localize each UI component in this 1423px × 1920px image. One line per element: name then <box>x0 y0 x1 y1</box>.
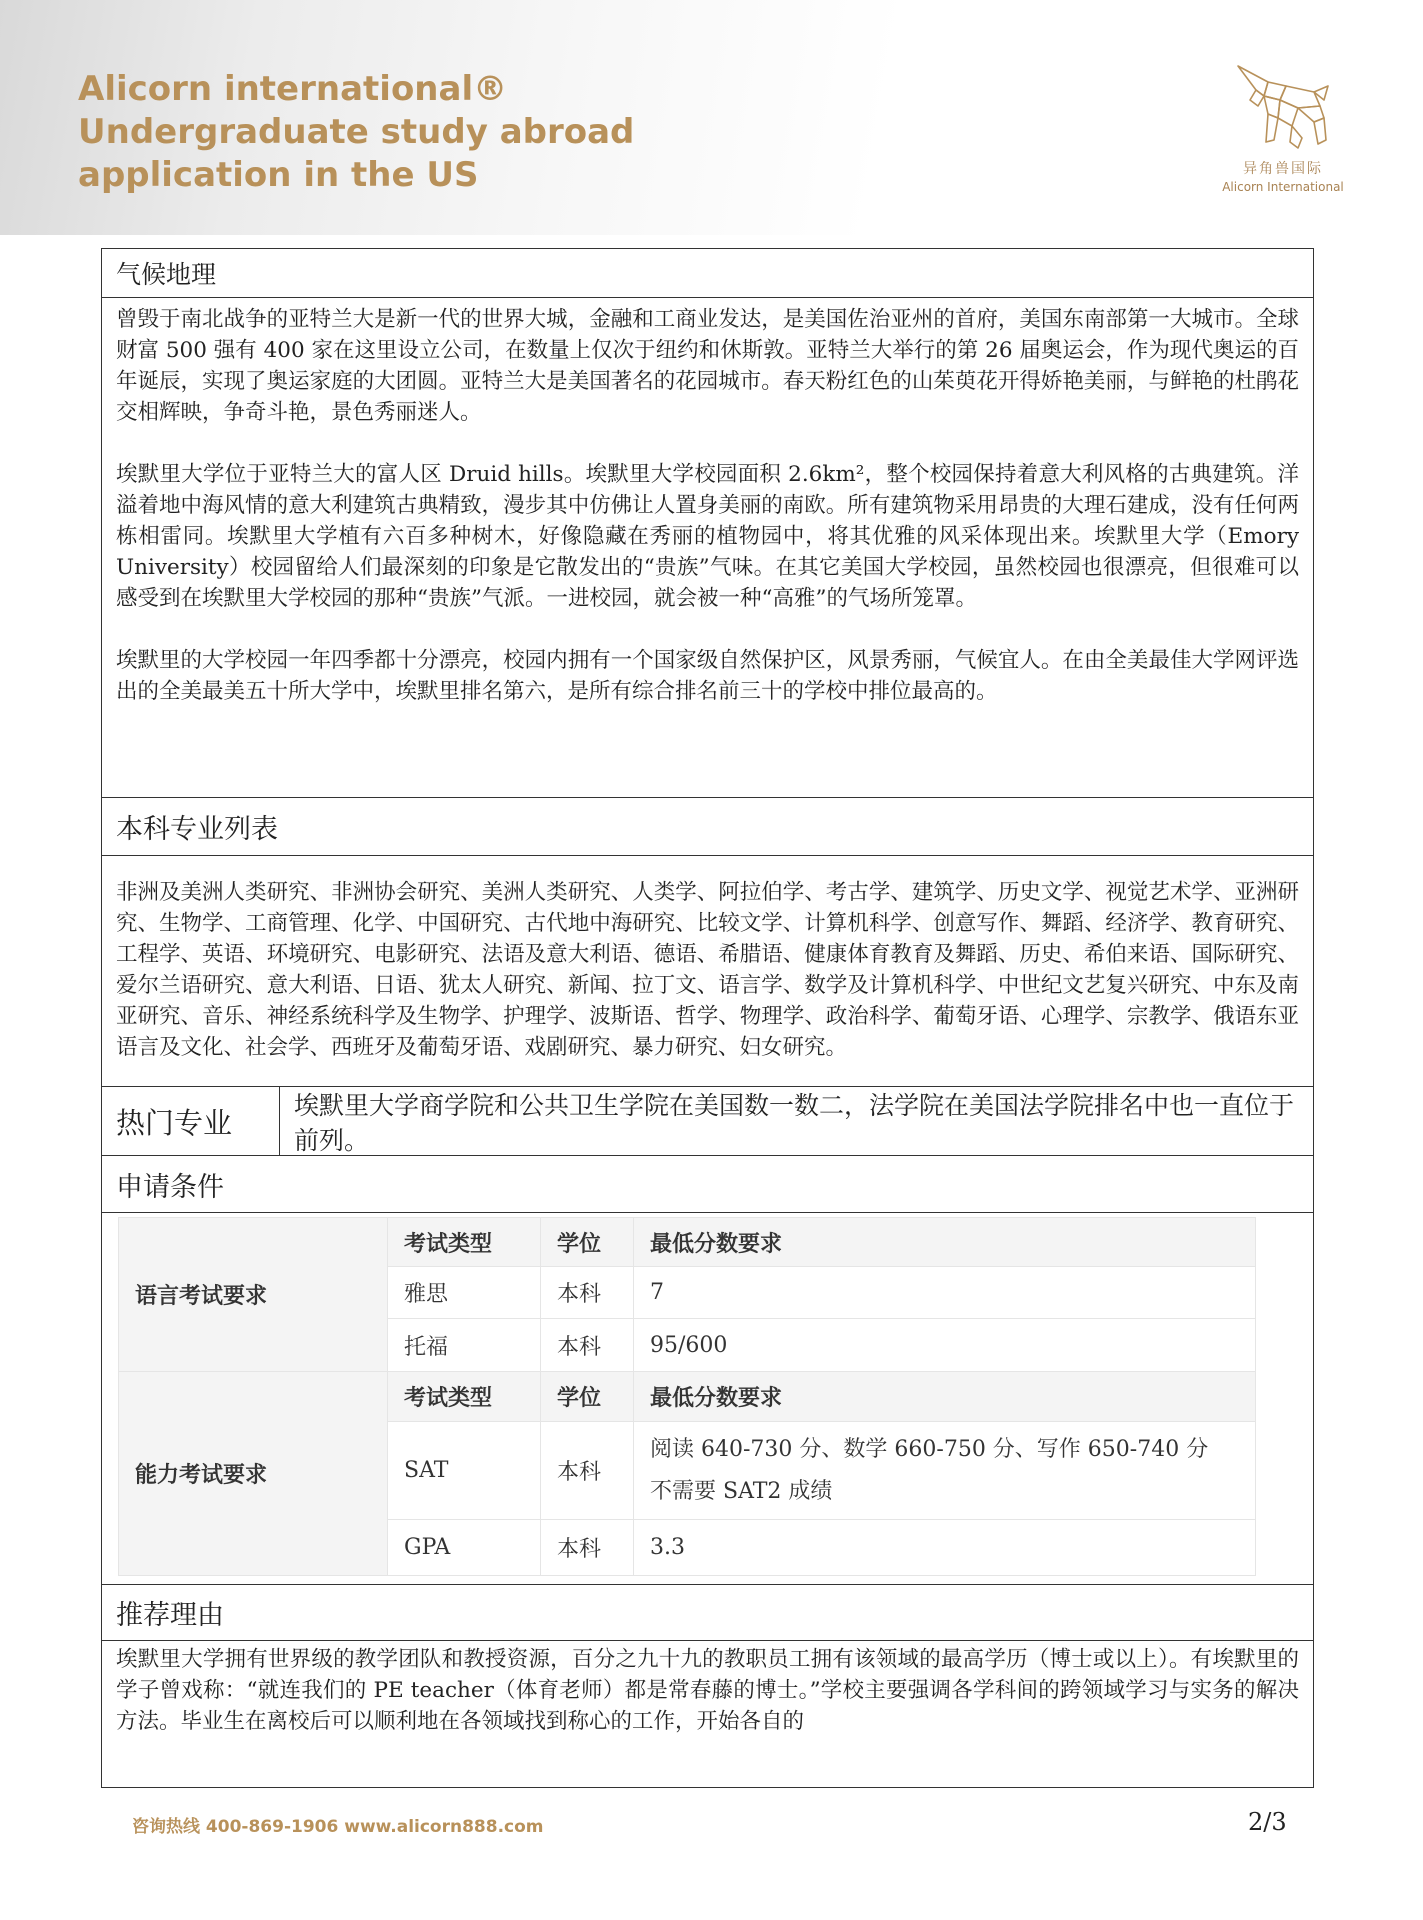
table-cell: 本科 <box>541 1422 634 1520</box>
page-number: 2/3 <box>1248 1808 1287 1836</box>
table-cell <box>634 1422 1256 1520</box>
header-title: Alicorn international® Undergraduate study abroad application in the US <box>78 69 635 195</box>
majors-section <box>102 856 1313 1087</box>
table-header-cell: 最低分数要求 <box>634 1218 1256 1267</box>
climate-paragraph: 埃默里大学位于亚特兰大的富人区 Druid hills。埃默里大学校园面积 2.6km²，整个校园保持着意大利风格的古典建筑。洋溢着地中海风情的意大利建筑古典精致，漫步其中仿佛让人置身美丽的南欧。所有建筑物采用昂贵的大理石建成，没有任何两栋相雷同。埃默里大学植有六百多种树木，好像隐藏在秀丽的植物园中，将其优雅的风采体现出来。埃默里大学（Emory University）校园留给人们最深刻的印象是它散发出的“贵族”气味。在其它美国大学校园，虽然校园也很漂亮，但很难可以感受到在埃默里大学校园的那种“贵族”气派。一进校园，就会被一种“高雅”的气场所笼罩。 <box>116 462 1299 611</box>
table-cell: 95/600 <box>634 1319 1256 1372</box>
table-cell: 3.3 <box>634 1520 1256 1576</box>
table-cell: 托福 <box>388 1319 541 1372</box>
table-cell: 雅思 <box>388 1267 541 1319</box>
hot-majors-row <box>102 1087 1313 1156</box>
climate-paragraph: 埃默里的大学校园一年四季都十分漂亮，校园内拥有一个国家级自然保护区，风景秀丽，气候宜人。在由全美最佳大学网评选出的全美最美五十所大学中，埃默里排名第六，是所有综合排名前三十的学校中排位最高的。 <box>116 648 1299 704</box>
reasons-text: 埃默里大学拥有世界级的教学团队和教授资源，百分之九十九的教职员工拥有该领域的最高学历（博士或以上）。有埃默里的学子曾戏称：“就连我们的 PE teacher（体育老师）都是常春藤的博士。”学校主要强调各学科间的跨领域学习与实务的解决方法。毕业生在离校后可以顺利地在各领域找到称心的工作，开始各自的 <box>116 1647 1299 1734</box>
hot-majors-text: 埃默里大学商学院和公共卫生学院在美国数一数二，法学院在美国法学院排名中也一直位于前列。 <box>294 1091 1295 1155</box>
requirements-table <box>118 1217 1256 1576</box>
reasons-heading: 推荐理由 <box>102 1585 1313 1641</box>
majors-heading: 本科专业列表 <box>102 798 1313 856</box>
table-header-cell: 考试类型 <box>388 1372 541 1422</box>
table-header-cell: 考试类型 <box>388 1218 541 1267</box>
ability-exam-label: 能力考试要求 <box>119 1372 388 1576</box>
majors-list: 非洲及美洲人类研究、非洲协会研究、美洲人类研究、人类学、阿拉伯学、考古学、建筑学、历史文学、视觉艺术学、亚洲研究、生物学、工商管理、化学、中国研究、古代地中海研究、比较文学、计算机科学、创意写作、舞蹈、经济学、教育研究、工程学、英语、环境研究、电影研究、法语及意大利语、德语、希腊语、健康体育教育及舞蹈、历史、希伯来语、国际研究、爱尔兰语研究、意大利语、日语、犹太人研究、新闻、拉丁文、语言学、数学及计算机科学、中世纪文艺复兴研究、中东及南亚研究、音乐、神经系统科学及生物学、护理学、波斯语、哲学、物理学、政治科学、葡萄牙语、心理学、宗教学、俄语东亚语言及文化、社会学、西班牙及葡萄牙语、戏剧研究、暴力研究、妇女研究。 <box>116 880 1299 1060</box>
reasons-section <box>102 1641 1313 1787</box>
table-cell: 本科 <box>541 1520 634 1576</box>
info-table <box>101 248 1314 1788</box>
table-cell: GPA <box>388 1520 541 1576</box>
climate-section <box>102 298 1313 798</box>
logo-english-text: Alicorn International <box>1222 180 1344 194</box>
alicorn-logo <box>1218 56 1348 194</box>
logo-chinese-text: 异角兽国际 <box>1243 161 1323 177</box>
table-header-cell: 学位 <box>541 1372 634 1422</box>
table-row <box>119 1372 1256 1422</box>
table-cell: 本科 <box>541 1267 634 1319</box>
unicorn-icon <box>1228 56 1338 156</box>
hot-majors-heading: 热门专业 <box>102 1087 280 1155</box>
sat2-note: 不需要 SAT2 成绩 <box>650 1478 833 1504</box>
table-header-cell: 学位 <box>541 1218 634 1267</box>
table-cell: 7 <box>634 1267 1256 1319</box>
table-header-cell: 最低分数要求 <box>634 1372 1256 1422</box>
language-exam-label: 语言考试要求 <box>119 1218 388 1372</box>
requirements-section <box>102 1213 1313 1585</box>
requirements-heading: 申请条件 <box>102 1156 1313 1213</box>
footer-contact: 咨询热线 400-869-1906 www.alicorn888.com <box>132 1817 544 1837</box>
table-cell: SAT <box>388 1422 541 1520</box>
table-cell: 本科 <box>541 1319 634 1372</box>
table-row <box>119 1218 1256 1267</box>
climate-heading: 气候地理 <box>102 249 1313 298</box>
climate-paragraph: 曾毁于南北战争的亚特兰大是新一代的世界大城，金融和工商业发达，是美国佐治亚州的首府，美国东南部第一大城市。全球财富 500 强有 400 家在这里设立公司，在数量上仅次于纽约和休斯敦。亚特兰大举行的第 26 届奥运会，作为现代奥运的百年诞辰，实现了奥运家庭的大团圆。亚特兰大是美国著名的花园城市。春天粉红色的山茱萸花开得娇艳美丽，与鲜艳的杜鹃花交相辉映，争奇斗艳，景色秀丽迷人。 <box>116 307 1299 425</box>
sat-score-range: 阅读 640-730 分、数学 660-750 分、写作 650-740 分 <box>650 1436 1209 1462</box>
